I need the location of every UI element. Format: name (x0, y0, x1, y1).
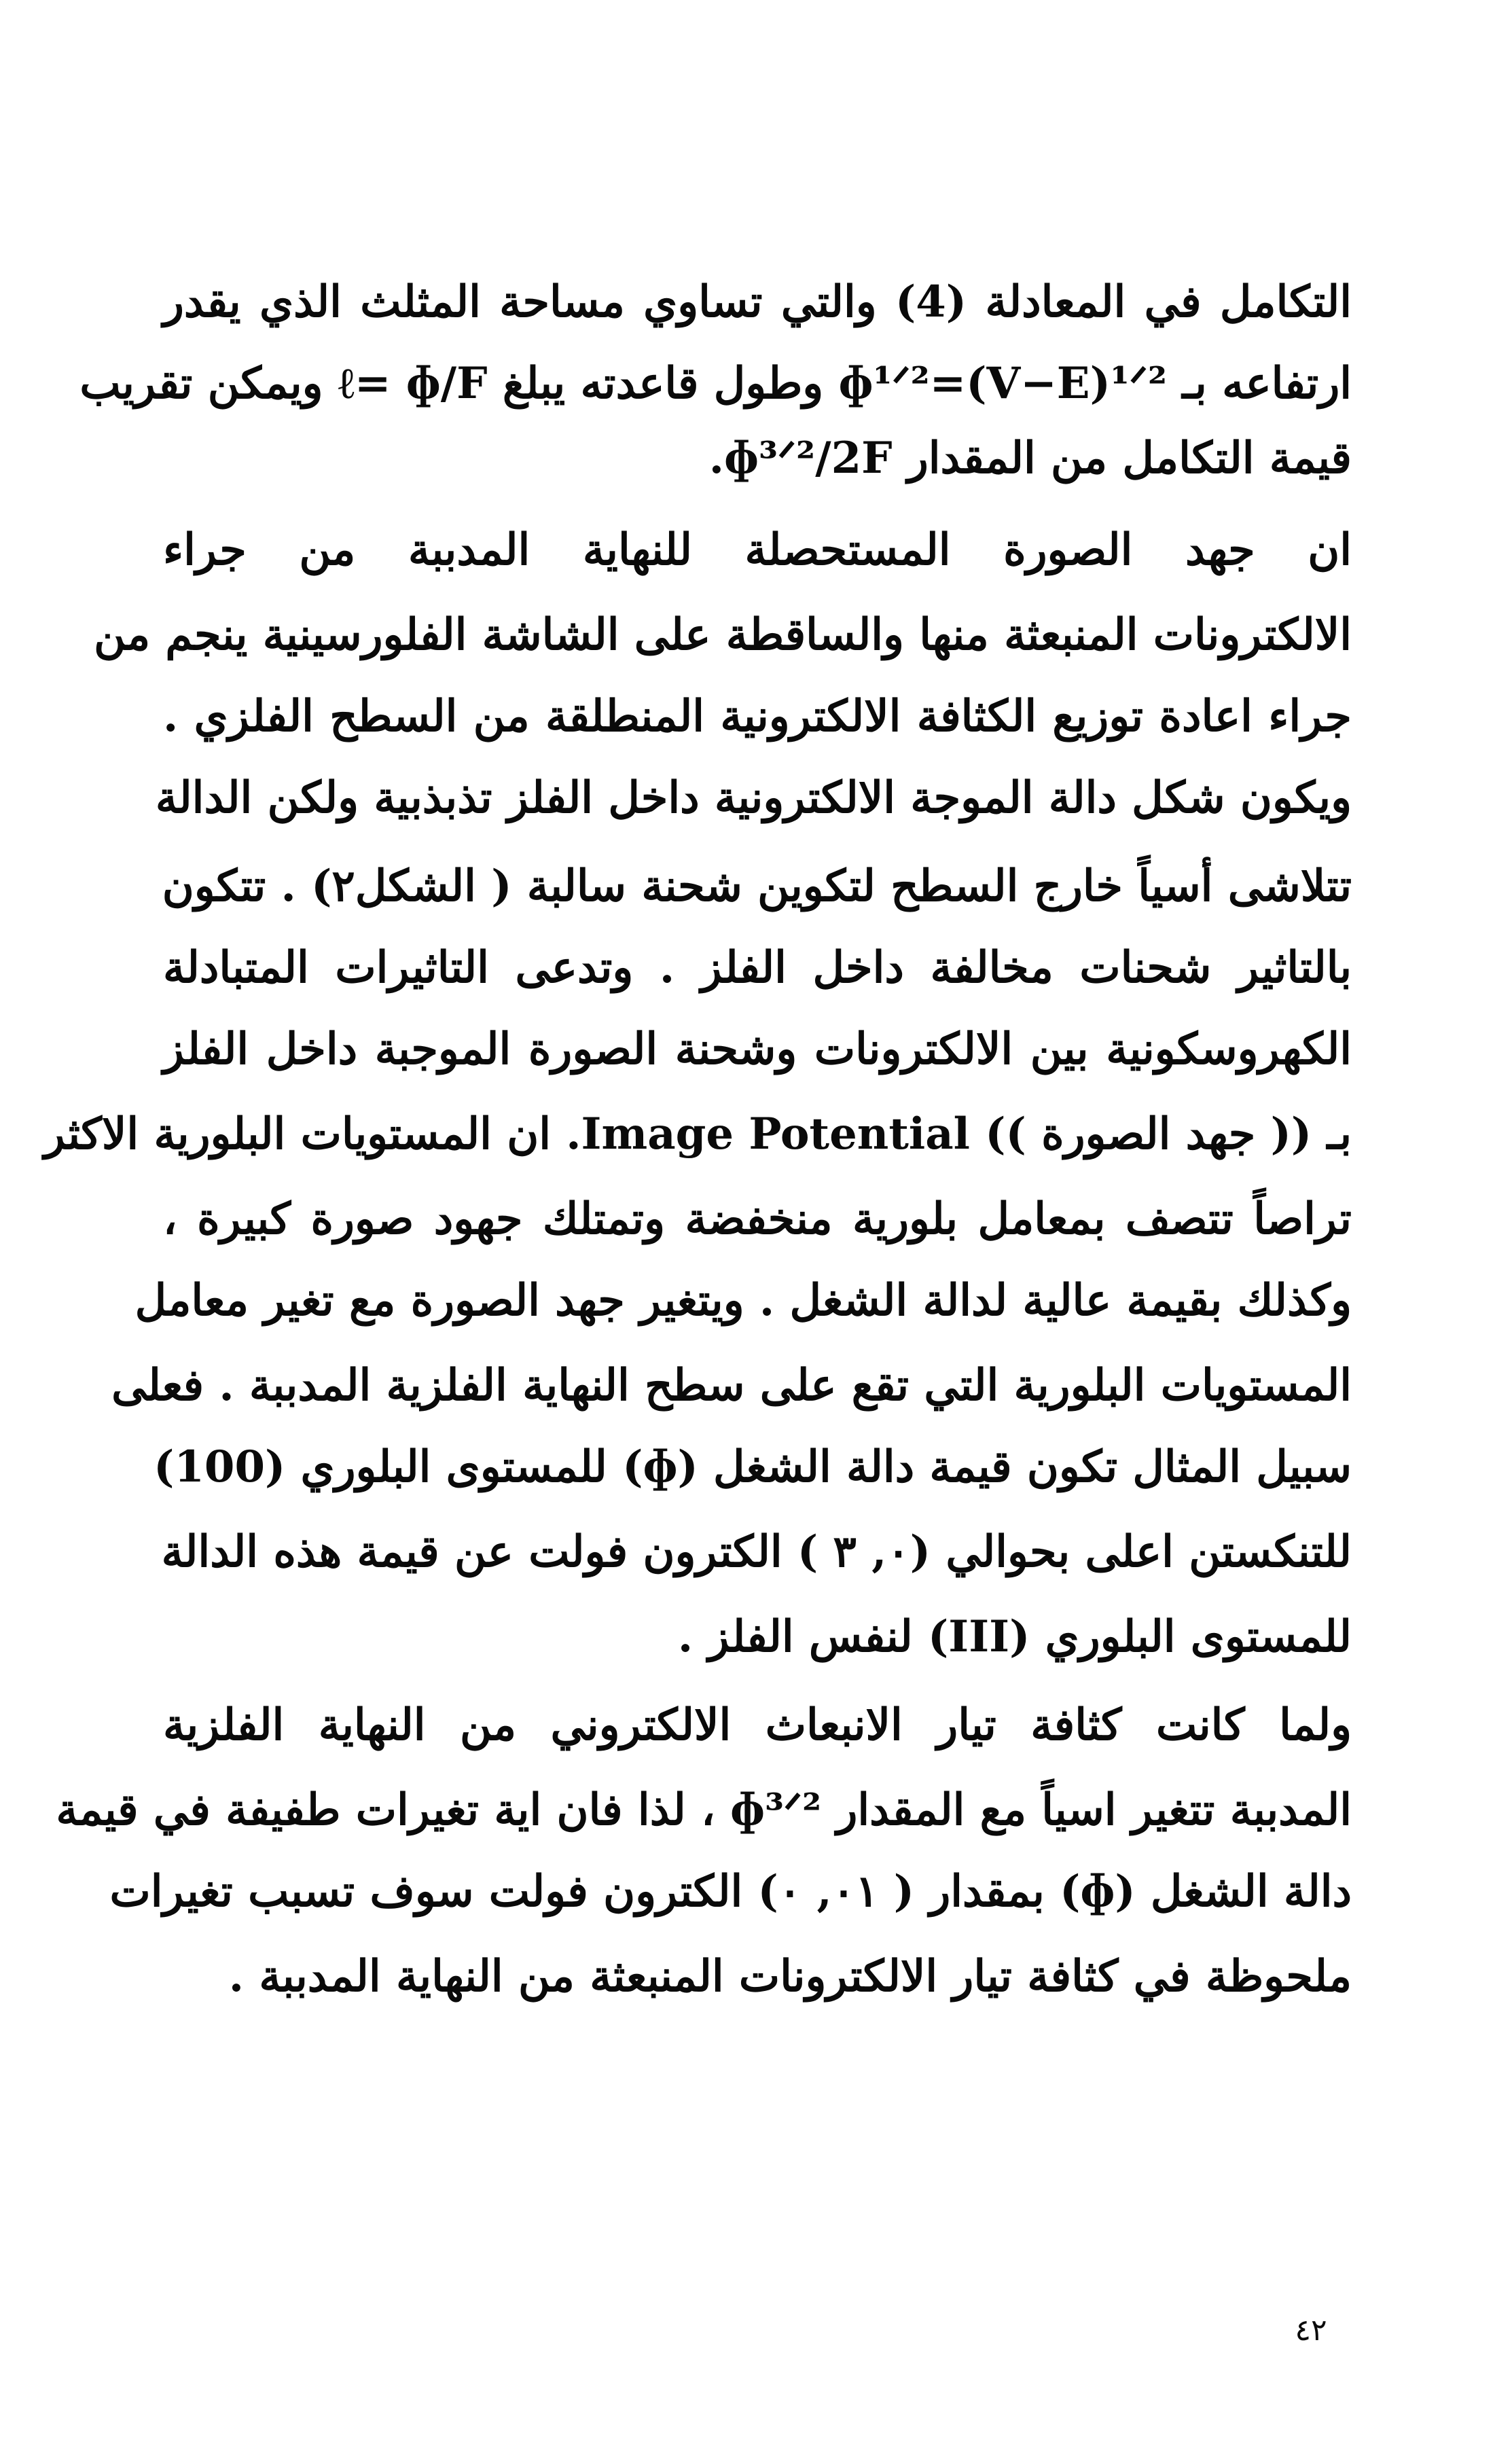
text-line: وكذلك بقيمة عالية لدالة الشغل . ويتغير جهد الصورة مع تغير معامل (134, 1275, 1352, 1326)
text-line: تتلاشى أسياً خارج السطح لتكوين شحنة سالبة ( الشكل٢) . تتكون (162, 861, 1352, 912)
text-line: قيمة التكامل من المقدار ɸ³ᐟ²/2F. (708, 433, 1352, 484)
text-line: تراصاً تتصف بمعامل بلورية منخفضة وتمتلك جهود صورة كبيرة ، (163, 1194, 1352, 1244)
text-line: الكهروسكونية بين الالكترونات وشحنة الصورة الموجبة داخل الفلز (163, 1024, 1352, 1075)
text-line: التكامل في المعادلة (4) والتي تساوي مساحة المثلث الذي يقدر (163, 276, 1352, 327)
text-line: ملحوظة في كثافة تيار الالكترونات المنبعثة من النهاية المدببة . (228, 1951, 1352, 2002)
text-line: المدببة تتغير اسياً مع المقدار ɸ³ᐟ² ، لذا فان اية تغيرات طفيفة في قيمة (56, 1784, 1352, 1835)
page-number: ٤٢ (1295, 2313, 1327, 2348)
text-line: للمستوى البلوري (III) لنفس الفلز . (677, 1611, 1352, 1662)
text-line: بـ (( جهد الصورة )) Image Potential. ان المستويات البلورية الاكثر (43, 1109, 1352, 1160)
text-line: سبيل المثال تكون قيمة دالة الشغل (ɸ) للمستوى البلوري (100) (154, 1441, 1352, 1492)
text-line: الالكترونات المنبعثة منها والساقطة على الشاشة الفلورسينية ينجم من (94, 609, 1352, 660)
text-line: ان جهد الصورة المستحصلة للنهاية المدببة من جراء (163, 524, 1352, 575)
text-line: للتنكستن اعلى بحوالي (٠, ٣ ) الكترون فولت عن قيمة هذه الدالة (161, 1526, 1352, 1577)
text-line: ولما كانت كثافة تيار الانبعاث الالكتروني من النهاية الفلزية (163, 1700, 1352, 1751)
text-line: ويكون شكل دالة الموجة الالكترونية داخل الفلز تذبذبية ولكن الدالة (155, 772, 1352, 823)
text-line: بالتاثير شحنات مخالفة داخل الفلز . وتدعى التاثيرات المتبادلة (163, 942, 1352, 993)
text-line: المستويات البلورية التي تقع على سطح النهاية الفلزية المدببة . فعلى (111, 1360, 1352, 1411)
text-line: دالة الشغل (ɸ) بمقدار ( ٠١, ٠) الكترون فولت سوف تسبب تغيرات (109, 1866, 1352, 1917)
text-line: جراء اعادة توزيع الكثافة الالكترونية المنطلقة من السطح الفلزي . (163, 691, 1352, 742)
text-line: ارتفاعه بـ ɸ¹ᐟ²=(V−E)¹ᐟ² وطول قاعدته يبلغ ℓ= ɸ/F ويمكن تقريب (79, 358, 1352, 409)
